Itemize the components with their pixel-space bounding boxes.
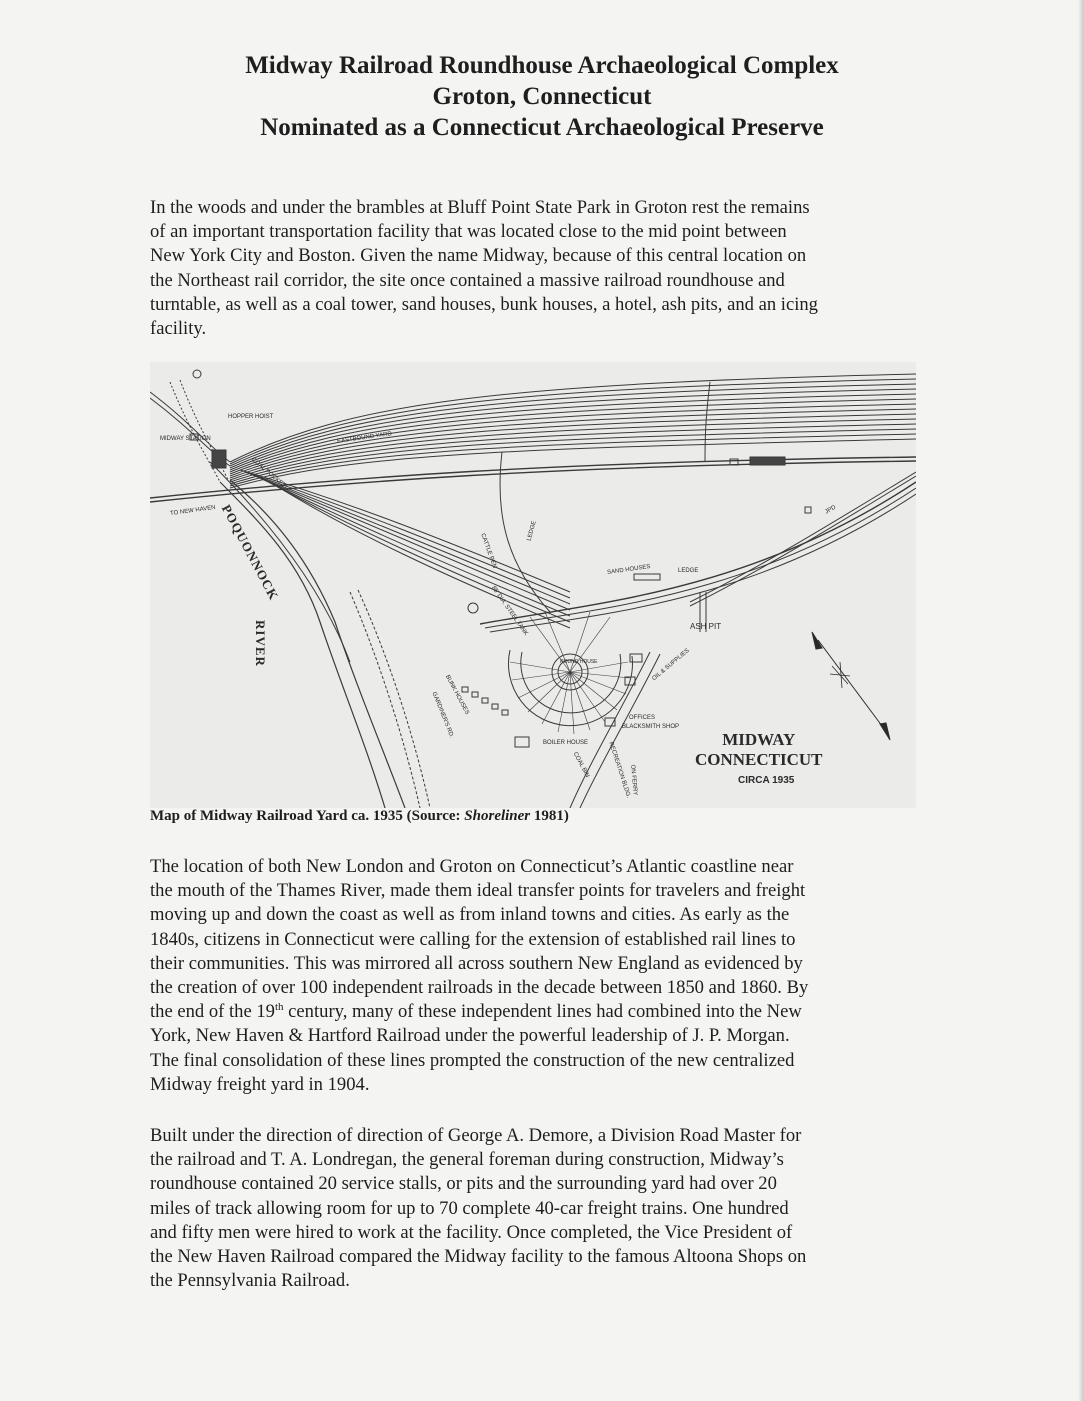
text-line: the Pennsylvania Railroad. <box>150 1270 350 1292</box>
bunk-houses-label: BUNK HOUSES <box>443 674 470 716</box>
coal-pocket-label: COAL POCKET <box>250 457 287 489</box>
roundhouse-label: ROUND HOUSE <box>560 659 598 665</box>
text-line: the creation of over 100 independent railroads in the decade between 1850 and 1860. By <box>150 977 809 999</box>
text-line: moving up and down the coast as well as from inland towns and cities. As early as the <box>150 904 790 926</box>
map-circa: CIRCA 1935 <box>738 775 795 786</box>
title-line-3: Nominated as a Connecticut Archaeological Preserve <box>260 114 824 141</box>
text-line: of an important transportation facility that was located close to the mid point between <box>150 221 787 243</box>
map-buildings <box>190 370 811 747</box>
text-segment: century, many of these independent lines had combined into the New <box>283 1001 802 1023</box>
boiler-house-label: BOILER HOUSE <box>543 740 589 746</box>
gardiners-road-label: GARDINER'S RD. <box>430 691 455 739</box>
classification-yard-tracks <box>240 470 570 628</box>
ledge-label: LEDGE <box>526 520 538 542</box>
cattle-pen-label: CATTLE PEN <box>479 532 498 570</box>
title-line-2: Groton, Connecticut <box>432 83 652 110</box>
text-line: roundhouse contained 20 service stalls, or pits and the surrounding yard had over 20 <box>150 1173 777 1195</box>
history-paragraph <box>150 855 920 1097</box>
railroad-yard-map <box>150 362 916 808</box>
river-label-2: RIVER <box>253 620 268 667</box>
text-line: turntable, as well as a coal tower, sand houses, bunk houses, a hotel, ash pits, and an icing <box>150 293 818 315</box>
hopper-hoist-label: HOPPER HOIST <box>228 414 274 420</box>
jpd-label: JPD <box>824 504 838 516</box>
document-title <box>0 50 1084 143</box>
text-line: 1840s, citizens in Connecticut were calling for the extension of established rail lines to <box>150 928 796 950</box>
blacksmith-shop-label: BLACKSMITH SHOP <box>622 724 680 730</box>
construction-paragraph <box>150 1124 920 1293</box>
text-line: and fifty men were hired to work at the facility. Once completed, the Vice President of <box>150 1221 793 1243</box>
steel-tank-label: 85' DIA. STEEL TANK <box>490 585 529 637</box>
recreation-building-label: RECREATION BLDG. <box>607 741 632 799</box>
sand-houses-label: SAND HOUSES <box>606 563 651 577</box>
ash-pit-label: ASH PIT <box>690 622 722 631</box>
caption-text: Map of Midway Railroad Yard ca. 1935 (Source: <box>150 808 465 824</box>
text-line <box>150 1000 920 1024</box>
text-line: the Northeast rail corridor, the site once contained a massive railroad roundhouse and <box>150 269 785 291</box>
map-title-line-1: MIDWAY <box>722 730 796 749</box>
caption-year: 1981) <box>530 808 569 824</box>
text-line: miles of track allowing room for up to 70 complete 40-car freight trains. One hundred <box>150 1197 789 1219</box>
caption-source-title: Shoreliner <box>464 808 531 824</box>
text-line: facility. <box>150 318 207 340</box>
text-line: Midway freight yard in 1904. <box>150 1073 370 1095</box>
to-new-haven-label: TO NEW HAVEN <box>169 504 216 518</box>
oil-supplies-label: OIL & SUPPLIES <box>651 647 691 683</box>
midway-station-label: MIDWAY STATION <box>160 436 211 442</box>
text-line: Built under the direction of direction of George A. Demore, a Division Road Master for <box>150 1125 802 1146</box>
eastbound-yard-label: EASTBOUND YARD <box>336 431 393 445</box>
text-line: York, New Haven & Hartford Railroad under the powerful leadership of J. P. Morgan. <box>150 1025 790 1047</box>
ferry-label: ON FERRY <box>629 764 638 796</box>
text-line: the mouth of the Thames River, made them ideal transfer points for travelers and freight <box>150 880 806 902</box>
ledge-label-2: LEDGE <box>678 568 699 574</box>
text-line: New York City and Boston. Given the name Midway, because of this central location on <box>150 245 807 267</box>
text-segment: the end of the 19 <box>150 1001 275 1023</box>
compass-icon <box>812 632 890 740</box>
map-title <box>695 730 823 770</box>
text-line: the railroad and T. A. Londregan, the general foreman during construction, Midway’s <box>150 1149 784 1171</box>
map-title-line-2: CONNECTICUT <box>695 750 823 769</box>
coal-bin-label: COAL BIN <box>571 751 591 779</box>
offices-label: OFFICES <box>629 715 656 721</box>
intro-paragraph <box>150 196 920 341</box>
ordinal-suffix: th <box>274 1001 284 1014</box>
title-line-1: Midway Railroad Roundhouse Archaeological Complex <box>245 52 839 79</box>
river-label: POQUONNOCK <box>218 502 282 603</box>
text-line: The final consolidation of these lines prompted the construction of the new centralized <box>150 1049 795 1071</box>
text-line: their communities. This was mirrored all across southern New England as evidenced by <box>150 952 803 974</box>
text-line: In the woods and under the brambles at Bluff Point State Park in Groton rest the remains <box>150 197 810 218</box>
map-caption <box>150 808 569 825</box>
page-edge-shadow <box>1078 0 1084 1401</box>
text-line: The location of both New London and Groton on Connecticut’s Atlantic coastline near <box>150 856 794 877</box>
text-line: the New Haven Railroad compared the Midway facility to the famous Altoona Shops on <box>150 1246 807 1268</box>
